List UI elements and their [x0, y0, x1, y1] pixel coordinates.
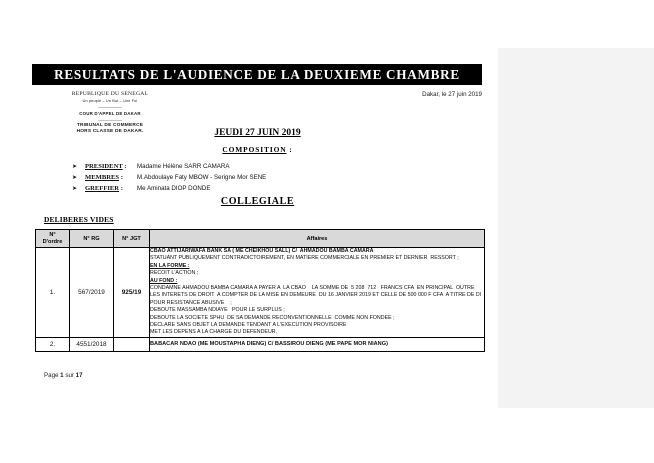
affaire-line: LES INTERETS DE DROIT A COMPTER DE LA MISE EN DEMEURE DU 16 JANVIER 2019 ET CELLE DE 500 000 F CFA A TITRE DE DI — [150, 292, 482, 299]
composition-role-greffier — [85, 185, 137, 192]
collegiale-heading — [17, 196, 498, 207]
composition-heading — [17, 145, 498, 154]
composition-role-president — [85, 163, 137, 170]
page-number-current: 1 — [60, 372, 64, 379]
bullet-icon: ➤ — [72, 164, 78, 170]
composition-role-membres-sep: : — [119, 174, 123, 181]
cell-ordre: 2. — [36, 337, 70, 351]
column-header-affaires: Affaires — [150, 230, 485, 248]
page-footer — [44, 372, 83, 379]
composition-role-membres-label: MEMBRES — [85, 174, 120, 181]
hearing-date-text: JEUDI 27 JUIN 2019 — [214, 128, 301, 138]
cell-jgt: 925/19 — [114, 248, 150, 338]
composition-row-membres — [72, 174, 472, 185]
affaire-line: DEBOUTE LA SOCIETE SPHU DE SA DEMANDE RECONVENTIONNELLE COMME NON FONDEE ; — [150, 314, 395, 321]
table-row — [36, 337, 485, 351]
cell-jgt — [114, 337, 150, 351]
affaire-line: CONDAMNE AHMADOU BAMBA CAMARA A PAYER A LA CBAO LA SOMME DE 5 208 712 FRANCS CFA EN PRINCIPAL OUTRE — [150, 285, 475, 292]
page-footer-prefix: Page — [44, 372, 61, 379]
document-page — [17, 0, 498, 463]
results-table-head — [36, 230, 485, 248]
letterhead-tribunal-line-2: HORS CLASSE DE DAKAR. — [76, 129, 144, 135]
date-stamp: Dakar, le 27 juin 2019 — [422, 91, 482, 98]
cell-affaires — [150, 248, 485, 338]
page-title: RESULTATS DE L'AUDIENCE DE LA DEUXIEME CHAMBRE — [32, 64, 482, 85]
bullet-icon: ➤ — [72, 175, 78, 181]
affaire-line: STATUANT PUBLIQUEMENT CONTRADICTOIREMENT, EN MATIERE COMMERCIALE EN PREMIER ET DERNIER RESSORT ; — [150, 255, 459, 262]
affaire-line: POUR RESISTANCE ABUSIVE ; — [150, 299, 232, 306]
letterhead-republic: REPUBLIQUE DU SENEGAL — [71, 91, 149, 97]
bullet-icon: ➤ — [72, 186, 78, 192]
letterhead-rule-2: ----------------------- — [98, 117, 122, 122]
cell-rg: 4551/2018 — [70, 337, 114, 351]
column-header-ordre-line-1: N° — [49, 231, 56, 238]
results-table-body — [36, 248, 485, 352]
cell-rg: 567/2019 — [70, 248, 114, 338]
affaire-line: DECLARE SANS OBJET LA DEMANDE TENDANT A L'EXECUTION PROVISOIRE — [150, 322, 347, 329]
hearing-date — [17, 128, 498, 138]
composition-role-greffier-sep: : — [119, 185, 123, 192]
collegiale-text: COLLEGIALE — [220, 196, 295, 207]
page-number-total: 17 — [75, 372, 83, 379]
affaire-line: BABACAR NDAO (ME MOUSTAPHA DIENG) C/ BASSIROU DIENG (ME PAPE MOR NIANG) — [150, 340, 388, 347]
affaire-line: AU FOND : — [150, 277, 178, 284]
column-header-ordre — [36, 230, 70, 248]
affaire-line: CBAO ATTIJARIWAFA BANK SA ( ME CHEIKHOU SALL) C/ AHMADOU BAMBA CAMARA — [150, 248, 374, 254]
table-header-row — [36, 230, 485, 248]
column-header-rg: N° RG — [70, 230, 114, 248]
affaire-line: MET LES DEPENS A LA CHARGE DU DEFENDEUR. — [150, 329, 278, 336]
results-table — [35, 229, 485, 352]
composition-role-president-label: PRESIDENT — [85, 163, 123, 170]
section-title-deliberes-vides: DELIBERES VIDES — [44, 215, 114, 224]
cell-affaires — [150, 337, 485, 351]
affaire-line: DEBOUTE MASSAMBA NDIAYE POUR LE SURPLUS ; — [150, 307, 285, 314]
page-footer-middle: sur — [63, 372, 76, 379]
composition-row-president — [72, 163, 472, 174]
composition-heading-colon: : — [286, 145, 293, 154]
letterhead-motto: Un peuple – Un But – Une Foi — [82, 99, 138, 103]
cell-ordre: 1. — [36, 248, 70, 338]
composition-role-president-sep: : — [122, 163, 127, 170]
composition-name-greffier: Me Aminata DIOP DONDE — [137, 185, 211, 192]
affaire-line: RECOIT L'ACTION ; — [150, 270, 199, 277]
letterhead-tribunal-line-1: TRIBUNAL DE COMMERCE — [76, 123, 144, 128]
composition-heading-text: COMPOSITION — [222, 145, 287, 154]
composition-name-membres: M.Abdoulaye Faty MBOW - Serigne Mor SENE — [137, 174, 267, 181]
letterhead-court: COUR D'APPEL DE DAKAR — [79, 111, 141, 116]
composition-role-membres — [85, 174, 137, 181]
composition-role-greffier-label: GREFFIER — [85, 185, 120, 192]
column-header-jgt: N° JGT — [114, 230, 150, 248]
composition-list — [72, 163, 472, 196]
composition-name-president: Madame Hélène SARR CAMARA — [137, 163, 230, 170]
table-row — [36, 248, 485, 338]
viewer-side-panel — [498, 48, 654, 408]
affaire-line: EN LA FORME : — [150, 262, 190, 269]
letterhead-rule-1: ----------------------- — [98, 104, 122, 109]
composition-row-greffier — [72, 185, 472, 196]
column-header-ordre-line-2: D'ordre — [42, 238, 63, 245]
